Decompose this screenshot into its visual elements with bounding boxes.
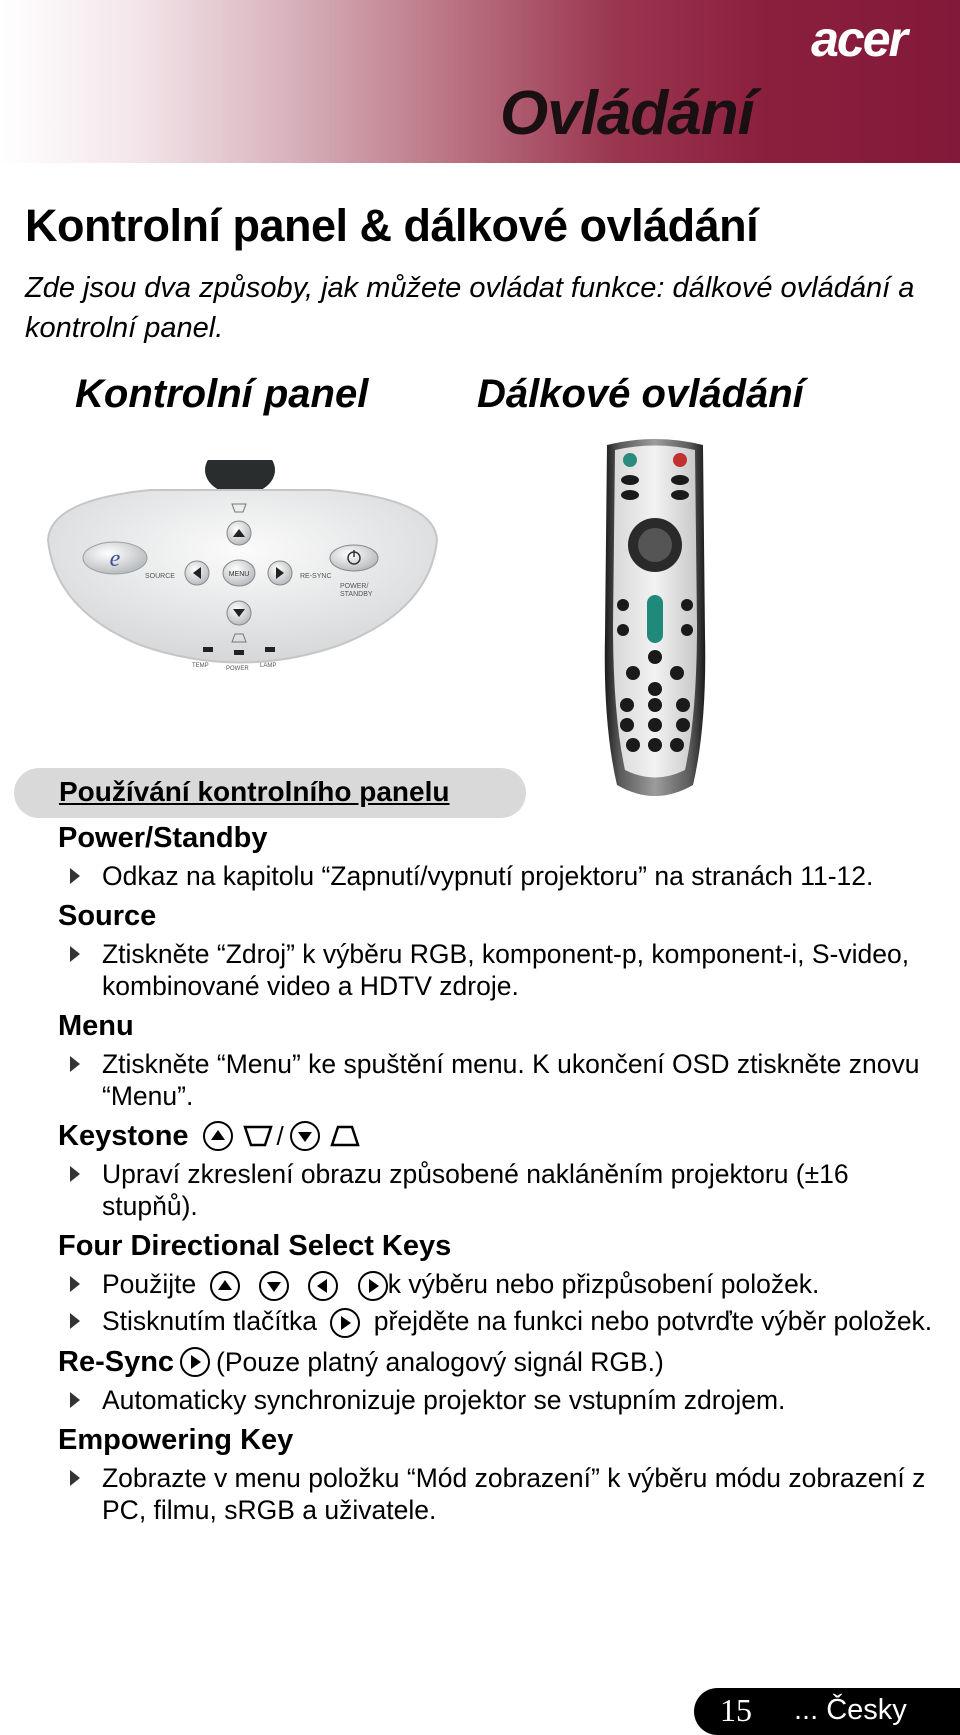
bullet-arrow-icon — [70, 1276, 80, 1292]
right-arrow-icon — [330, 1308, 360, 1338]
intro-text: Zde jsou dva způsoby, jak můžete ovládat funkce: dálkové ovládání a kontrolní panel. — [25, 272, 915, 344]
bullet-arrow-icon — [70, 868, 80, 884]
list-item: Ztiskněte “Zdroj” k výběru RGB, komponent-p, komponent-i, S-video, kombinované video a HDTV zdroje. — [58, 938, 938, 1002]
section-heading-pill — [14, 768, 526, 818]
power-standby-label-1: POWER/ — [340, 583, 369, 590]
control-panel-heading: Kontrolní panel — [75, 372, 369, 416]
page-header — [0, 0, 960, 163]
power-standby-heading: Power/Standby — [58, 822, 268, 854]
chapter-title: Ovládání — [500, 79, 754, 148]
up-arrow-icon — [210, 1271, 240, 1301]
empowering-key-heading: Empowering Key — [58, 1424, 294, 1456]
list-item: Ztiskněte “Menu” ke spuštění menu. K ukončení OSD ztiskněte znovu “Menu”. — [58, 1048, 938, 1112]
resync-label: RE-SYNC — [300, 573, 332, 580]
list-item: Odkaz na kapitolu “Zapnutí/vypnutí projektoru” na stranách 11-12. — [58, 860, 938, 892]
remote-control-heading: Dálkové ovládání — [477, 372, 804, 416]
four-directional-heading: Four Directional Select Keys — [58, 1230, 452, 1262]
power-led-label: POWER — [226, 666, 249, 672]
bullet-arrow-icon — [70, 946, 80, 962]
resync-heading: Re-Sync (Pouze platný analogový signál RGB.) — [58, 1342, 938, 1382]
list-item: Použijte k výběru nebo přizpůsobení položek. — [58, 1268, 938, 1301]
list-item: Automaticky synchronizuje projektor se vstupním zdrojem. — [58, 1384, 938, 1416]
list-item: Zobrazte v menu položku “Mód zobrazení” k výběru módu zobrazení z PC, filmu, sRGB a uživatele. — [58, 1462, 938, 1526]
up-arrow-icon — [203, 1121, 233, 1151]
resync-note: (Pouze platný analogový signál RGB.) — [216, 1347, 664, 1377]
left-arrow-icon — [308, 1271, 338, 1301]
control-panel-illustration — [40, 460, 445, 685]
temp-led-label: TEMP — [192, 663, 209, 669]
right-arrow-icon — [180, 1347, 210, 1377]
keystone-narrow-top-icon — [330, 1124, 360, 1148]
bullet-arrow-icon — [70, 1392, 80, 1408]
remote-control-illustration — [595, 435, 715, 805]
list-item: Upraví zkreslení obrazu způsobené nakláněním projektoru (±16 stupňů). — [58, 1158, 938, 1222]
page-title: Kontrolní panel & dálkové ovládání — [25, 200, 759, 251]
source-label: SOURCE — [145, 573, 175, 580]
bullet-arrow-icon — [70, 1470, 80, 1486]
lamp-led-label: LAMP — [260, 663, 277, 669]
menu-heading: Menu — [58, 1010, 134, 1042]
down-arrow-icon — [290, 1121, 320, 1151]
power-standby-label-2: STANDBY — [340, 591, 373, 598]
keystone-heading: Keystone / — [58, 1116, 938, 1156]
bullet-arrow-icon — [70, 1313, 80, 1329]
menu-label: MENU — [228, 571, 250, 578]
section-heading: Používání kontrolního panelu — [59, 776, 450, 807]
keystone-narrow-bottom-icon — [243, 1124, 273, 1148]
bullet-arrow-icon — [70, 1166, 80, 1182]
page-number: 15 — [720, 1692, 752, 1728]
list-item: Stisknutím tlačítka přejděte na funkci nebo potvrďte výběr položek. — [58, 1305, 938, 1338]
empowering-key-label: e — [109, 546, 121, 572]
down-arrow-icon — [259, 1271, 289, 1301]
instructions-content — [58, 818, 938, 1530]
right-arrow-icon — [358, 1271, 388, 1301]
language-label: ... Česky — [794, 1694, 907, 1726]
source-heading: Source — [58, 900, 157, 932]
bullet-arrow-icon — [70, 1056, 80, 1072]
page-footer — [694, 1688, 960, 1735]
acer-logo: acer — [811, 11, 906, 67]
